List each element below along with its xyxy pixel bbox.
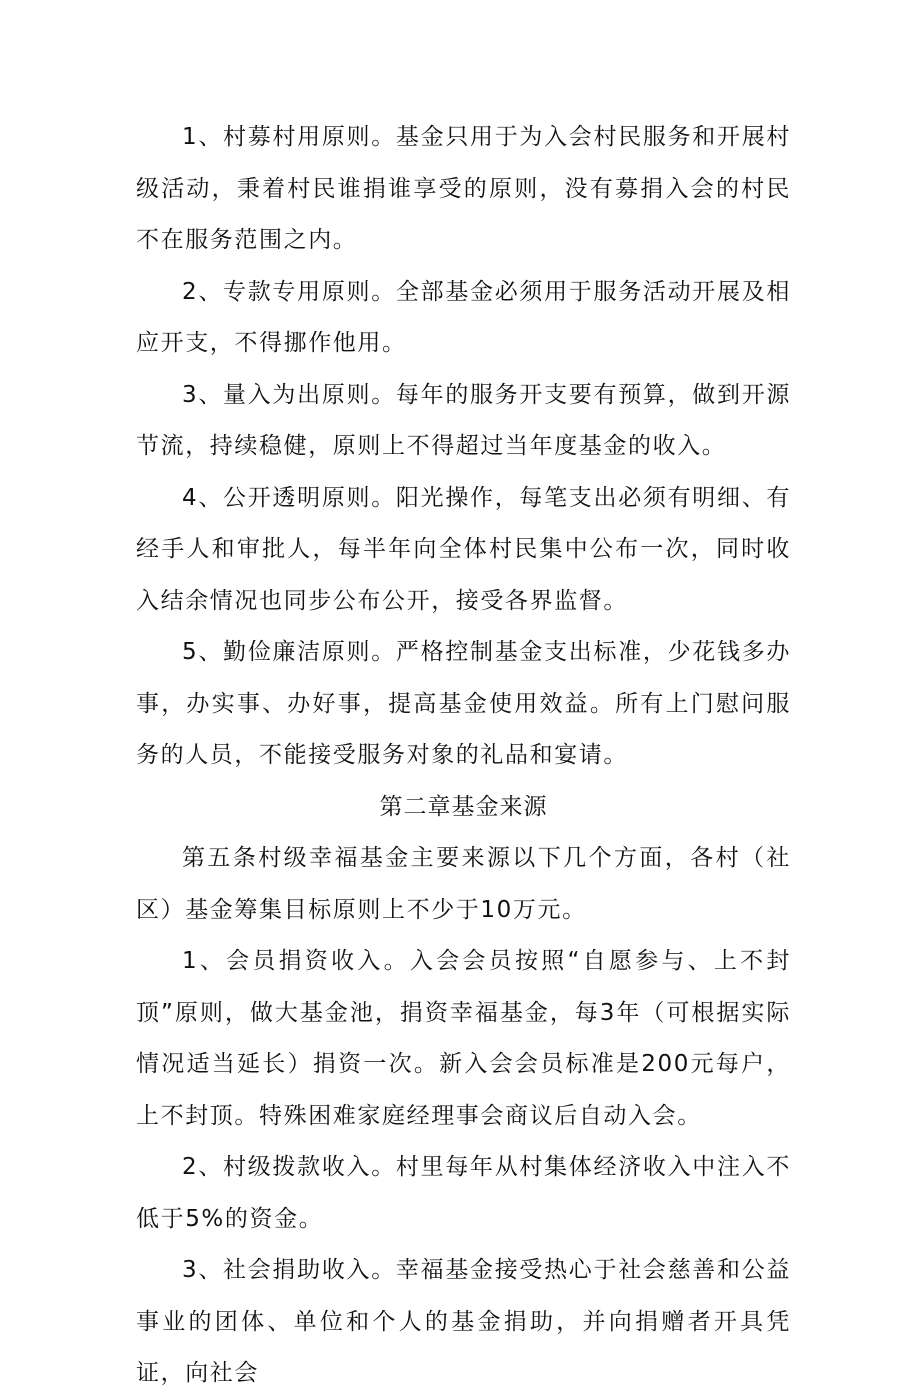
- paragraph-principle-5: 5、勤俭廉洁原则。严格控制基金支出标准，少花钱多办事，办实事、办好事，提高基金使用效益。所有上门慰问服务的人员，不能接受服务对象的礼品和宴请。: [136, 639, 791, 768]
- paragraph-source-3: 3、社会捐助收入。幸福基金接受热心于社会慈善和公益事业的团体、单位和个人的基金捐助，并向捐赠者开具凭证，向社会: [136, 1257, 791, 1386]
- paragraph-principle-4: 4、公开透明原则。阳光操作，每笔支出必须有明细、有经手人和审批人，每半年向全体村民集中公布一次，同时收入结余情况也同步公布公开，接受各界监督。: [136, 484, 791, 614]
- document-body: [136, 112, 791, 1400]
- paragraph-principle-2: 2、专款专用原则。全部基金必须用于服务活动开展及相应开支，不得挪作他用。: [136, 278, 791, 356]
- paragraph-source-2: 2、村级拨款收入。村里每年从村集体经济收入中注入不低于5%的资金。: [136, 1154, 791, 1232]
- paragraph-source-1: 1、会员捐资收入。入会会员按照“自愿参与、上不封顶”原则，做大基金池，捐资幸福基金，每3年（可根据实际情况适当延长）捐资一次。新入会会员标准是200元每户，上不封顶。特殊困难家庭经理事会商议后自动入会。: [136, 948, 791, 1129]
- paragraph-principle-3: 3、量入为出原则。每年的服务开支要有预算，做到开源节流，持续稳健，原则上不得超过当年度基金的收入。: [136, 381, 791, 459]
- paragraph-article-5: 第五条村级幸福基金主要来源以下几个方面，各村（社区）基金筹集目标原则上不少于10万元。: [136, 845, 791, 923]
- chapter-heading: 第二章基金来源: [379, 793, 548, 820]
- paragraph-principle-1: 1、村募村用原则。基金只用于为入会村民服务和开展村级活动，秉着村民谁捐谁享受的原则，没有募捐入会的村民不在服务范围之内。: [136, 124, 791, 253]
